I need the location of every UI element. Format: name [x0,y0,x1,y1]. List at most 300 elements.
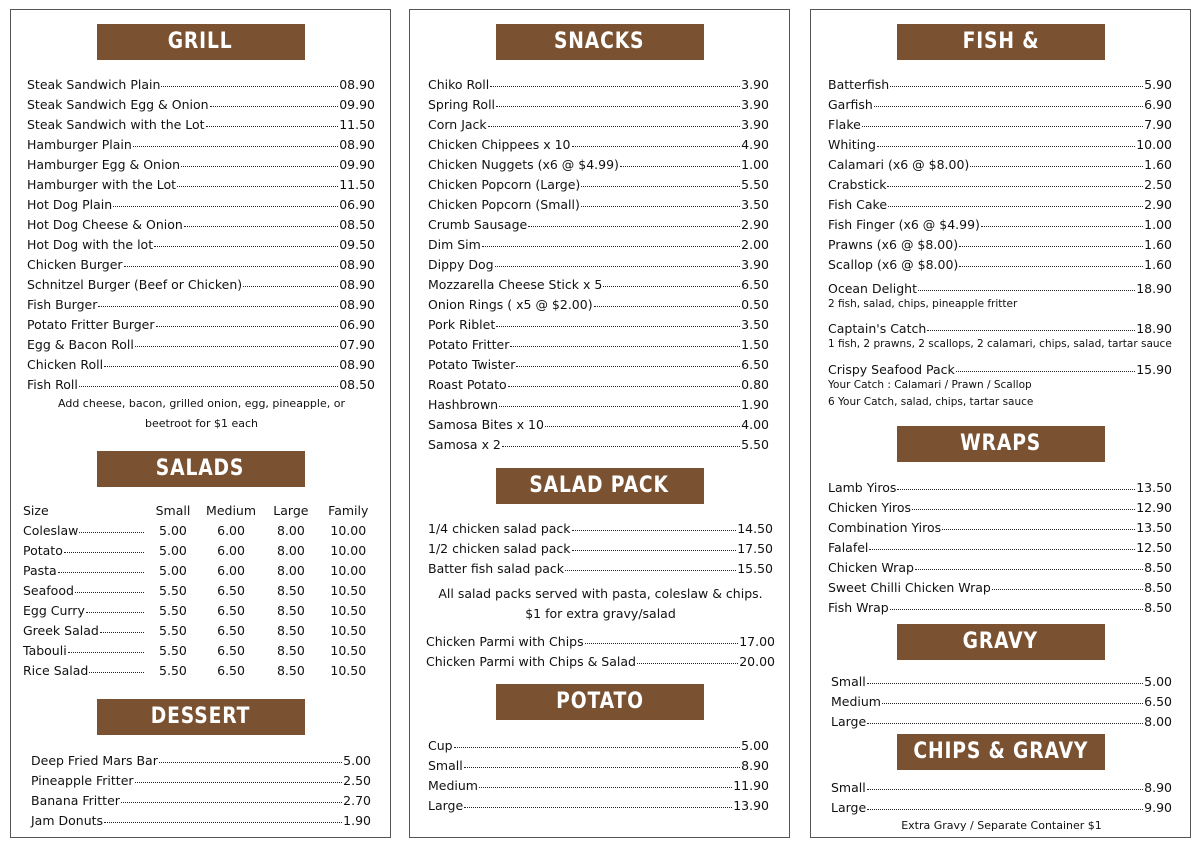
section-header-wraps: WRAPS [897,426,1105,462]
menu-item [828,152,1172,172]
salad-price-large: 8.50 [276,582,305,598]
item-price: 4.00 [741,417,769,432]
salads-col-small: Small [155,502,191,518]
item-price: 15.90 [1136,362,1172,377]
dot-leader [572,550,737,551]
salad-price-family: 10.50 [330,582,367,598]
item-name: Corn Jack [428,117,487,132]
menu-item [428,72,769,92]
item-price: 5.50 [741,177,769,192]
dot-leader [912,509,1135,510]
combo-packs [828,276,1172,411]
item-price: 6.50 [741,357,769,372]
menu-item [27,72,375,92]
section-header-salad-pack: SALAD PACK [496,468,704,504]
panel-middle [409,9,790,838]
menu-item [27,172,375,192]
item-price: 5.00 [741,738,769,753]
captains-catch-desc: 1 fish, 2 prawns, 2 scallops, 2 calamari, chips, salad, tartar sauce [828,338,1172,350]
item-price: 2.90 [741,217,769,232]
item-price: 8.90 [1144,780,1172,795]
item-price: 08.90 [339,137,375,152]
menu-item [428,556,773,576]
item-price: 5.00 [343,753,371,768]
item-name: Potato Fritter Burger [27,317,155,332]
dot-leader [970,166,1143,167]
section-header-chips-gravy: CHIPS & GRAVY [897,734,1105,770]
salad-name: Coleslaw [23,522,79,538]
menu-item [27,292,375,312]
item-name: Chicken Parmi with Chips & Salad [426,654,636,669]
item-price: 5.90 [1144,77,1172,92]
dot-leader [867,809,1143,810]
salad-price-large: 8.50 [276,662,305,678]
dot-leader [942,529,1135,530]
item-name: Pineapple Fritter [31,773,134,788]
dot-leader [888,206,1143,207]
salad-name-cell [23,540,150,560]
item-name: Hamburger with the Lot [27,177,177,192]
dot-leader [528,226,740,227]
item-name: Hamburger Egg & Onion [27,157,181,172]
salad-price-small: 5.00 [159,542,187,558]
salad-price-large: 8.50 [276,602,305,618]
item-price: 18.90 [1136,281,1172,296]
dot-leader [133,146,338,147]
salad-price-large: 8.00 [276,542,305,558]
menu-item [27,212,375,232]
menu-item [426,629,775,649]
salads-row [23,580,381,600]
item-price: 8.50 [1144,580,1172,595]
menu-item [831,795,1172,815]
item-name: Chiko Roll [428,77,490,92]
salad-price-family: 10.50 [330,622,367,638]
item-price: 08.90 [339,277,375,292]
salad-name: Pasta [23,562,57,578]
item-name: Falafel [828,540,869,555]
salad-price-small: 5.50 [159,622,187,638]
item-price: 09.50 [339,237,375,252]
salad-price-family: 10.50 [330,602,367,618]
salad-price-family: 10.00 [330,562,367,578]
item-name: Steak Sandwich with the Lot [27,117,205,132]
item-name: Large [831,714,867,729]
dot-leader [113,206,338,207]
dot-leader [58,572,144,573]
menu-item [27,232,375,252]
menu-item [428,172,769,192]
item-name: Dim Sim [428,237,481,252]
crispy-pack-desc-1: Your Catch : Calamari / Prawn / Scallop [828,379,1032,391]
item-name: Egg & Bacon Roll [27,337,134,352]
item-price: 08.90 [339,297,375,312]
salad-name-cell [23,600,150,620]
menu-item [426,649,775,669]
dot-leader [897,489,1135,490]
menu-item [27,92,375,112]
menu-item [428,372,769,392]
chips-gravy-note: Extra Gravy / Separate Container $1 [901,819,1102,832]
menu-item [428,793,769,813]
salads-row [23,520,381,540]
dot-leader [135,782,343,783]
menu-item [31,768,371,788]
potato-wedges-list [428,733,769,813]
menu-item [27,312,375,332]
menu-item [828,112,1172,132]
item-name: Roast Potato [428,377,507,392]
salad-price-small: 5.50 [159,602,187,618]
item-name: Fish Wrap [828,600,889,615]
item-name: Whiting [828,137,876,152]
salad-price-small: 5.00 [159,562,187,578]
salad-name: Egg Curry [23,602,85,618]
salad-price-family: 10.00 [330,542,367,558]
item-name: Hamburger Plain [27,137,132,152]
item-price: 14.50 [737,521,773,536]
item-name: Ocean Delight [828,281,917,296]
item-price: 11.90 [733,778,769,793]
item-price: 6.50 [741,277,769,292]
salad-price-large: 8.00 [276,562,305,578]
panel-left [10,9,391,838]
section-header-dessert: DESSERT [97,699,305,735]
menu-item [27,132,375,152]
dot-leader [867,789,1143,790]
item-name: 1/4 chicken salad pack [428,521,571,536]
item-price: 17.00 [739,634,775,649]
section-header-fish-seafood: FISH & SEAFOOD [897,24,1105,60]
item-price: 8.90 [741,758,769,773]
item-name: Chicken Parmi with Chips [426,634,584,649]
item-name: Medium [428,778,478,793]
dot-leader [502,446,740,447]
snacks-list [428,72,769,452]
dot-leader [565,570,736,571]
item-price: 11.50 [339,117,375,132]
item-name: Hot Dog Plain [27,197,113,212]
item-name: Dippy Dog [428,257,494,272]
salad-price-family: 10.00 [330,522,367,538]
item-price: 2.00 [741,237,769,252]
dot-leader [98,306,338,307]
item-price: 1.00 [741,157,769,172]
salad-price-medium: 6.50 [217,582,245,598]
menu-item [828,232,1172,252]
item-price: 5.00 [1144,674,1172,689]
item-price: 08.50 [339,217,375,232]
dot-leader [100,632,144,633]
item-name: Samosa x 2 [428,437,501,452]
item-name: Small [428,758,463,773]
menu-item [831,775,1172,795]
dot-leader [243,286,338,287]
salad-price-medium: 6.50 [217,602,245,618]
menu-item [31,788,371,808]
dot-leader [496,106,740,107]
item-name: Fish Roll [27,377,78,392]
item-name: Flake [828,117,861,132]
menu-item [27,252,375,272]
menu-item [27,332,375,352]
crispy-pack-desc-2: 6 Your Catch, salad, chips, tartar sauce [828,396,1034,408]
section-header-grill: GRILL [97,24,305,60]
menu-item [428,312,769,332]
dot-leader [603,286,740,287]
menu-item [828,575,1172,595]
dot-leader [156,326,339,327]
salads-col-large: Large [273,502,309,518]
dot-leader [104,366,338,367]
menu-item [27,272,375,292]
item-name: Chicken Chippees x 10 [428,137,571,152]
item-name: Captain's Catch [828,321,927,336]
item-name: Small [831,780,866,795]
item-name: Scallop (x6 @ $8.00) [828,257,959,272]
item-price: 06.90 [339,197,375,212]
item-name: Banana Fritter [31,793,120,808]
dot-leader [915,569,1143,570]
menu-item [428,332,769,352]
item-price: 1.90 [343,813,371,828]
item-name: Schnitzel Burger (Beef or Chicken) [27,277,243,292]
item-name: Jam Donuts [31,813,104,828]
dessert-list [31,748,371,828]
dot-leader [867,683,1143,684]
item-name: Chicken Yiros [828,500,912,515]
item-name: Lamb Yiros [828,480,897,495]
menu-item-ocean-delight [828,276,1172,296]
menu-item [828,72,1172,92]
dot-leader [585,643,739,644]
salad-name: Rice Salad [23,662,89,678]
dot-leader [496,326,740,327]
item-name: Crispy Seafood Pack [828,362,955,377]
menu-item [828,475,1172,495]
ocean-delight-desc: 2 fish, salad, chips, pineapple fritter [828,298,1018,310]
salad-pack-list [428,516,773,576]
dot-leader [89,672,144,673]
salad-name-cell [23,640,150,660]
item-name: Onion Rings ( x5 @ $2.00) [428,297,593,312]
dot-leader [104,822,342,823]
dot-leader [79,386,338,387]
salad-price-large: 8.00 [276,522,305,538]
item-price: 06.90 [339,317,375,332]
item-price: 08.50 [339,377,375,392]
item-price: 5.50 [741,437,769,452]
dot-leader [177,186,338,187]
item-price: 18.90 [1136,321,1172,336]
item-name: Large [428,798,464,813]
dot-leader [516,366,740,367]
salad-price-medium: 6.50 [217,622,245,638]
item-name: Pork Riblet [428,317,496,332]
parmi-list [426,629,775,669]
dot-leader [862,126,1143,127]
salad-name-cell [23,660,150,680]
salad-name: Greek Salad [23,622,99,638]
menu-item [831,689,1172,709]
dot-leader [490,86,740,87]
dot-leader [572,530,737,531]
dot-leader [181,166,338,167]
menu-item [428,232,769,252]
menu-item [828,515,1172,535]
item-name: Crabstick [828,177,887,192]
dot-leader [206,126,339,127]
item-name: Chicken Popcorn (Large) [428,177,581,192]
item-name: Small [831,674,866,689]
dot-leader [874,106,1143,107]
salad-price-small: 5.00 [159,522,187,538]
item-price: 1.60 [1144,157,1172,172]
menu-item [828,595,1172,615]
item-name: Batterfish [828,77,890,92]
menu-item [428,132,769,152]
salads-col-medium: Medium [206,502,257,518]
dot-leader [75,592,144,593]
dot-leader [867,723,1143,724]
item-name: Hot Dog with the lot [27,237,154,252]
item-price: 3.90 [741,117,769,132]
menu-item [828,92,1172,112]
menu-item [27,372,375,392]
item-price: 13.50 [1136,520,1172,535]
item-price: 2.70 [343,793,371,808]
item-name: Potato Twister [428,357,516,372]
dot-leader [68,652,144,653]
dot-leader [121,802,342,803]
fish-seafood-list [828,72,1172,272]
item-price: 2.90 [1144,197,1172,212]
item-price: 11.50 [339,177,375,192]
salad-price-medium: 6.00 [217,542,245,558]
item-name: 1/2 chicken salad pack [428,541,571,556]
item-price: 1.60 [1144,237,1172,252]
menu-item [428,92,769,112]
item-name: Hot Dog Cheese & Onion [27,217,183,232]
menu-item [828,555,1172,575]
section-header-snacks: SNACKS [496,24,704,60]
dot-leader [594,306,741,307]
menu-item [428,753,769,773]
dot-leader [161,86,338,87]
item-price: 4.90 [741,137,769,152]
item-price: 08.90 [339,77,375,92]
item-name: Prawns (x6 @ $8.00) [828,237,959,252]
dot-leader [184,226,338,227]
dot-leader [992,589,1143,590]
menu-item [31,808,371,828]
item-price: 0.50 [741,297,769,312]
item-price: 1.00 [1144,217,1172,232]
salad-name-cell [23,560,150,580]
item-price: 2.50 [1144,177,1172,192]
menu-item [27,152,375,172]
salad-price-small: 5.50 [159,642,187,658]
salad-price-medium: 6.50 [217,662,245,678]
item-price: 2.50 [343,773,371,788]
salads-col-size: Size [23,502,49,518]
dot-leader [210,106,339,107]
panel-right [810,9,1191,838]
item-name: Steak Sandwich Plain [27,77,161,92]
salad-name: Seafood [23,582,74,598]
item-price: 3.50 [741,197,769,212]
dot-leader [159,762,342,763]
menu-item [428,412,769,432]
dot-leader [495,266,741,267]
item-name: Mozzarella Cheese Stick x 5 [428,277,603,292]
dot-leader [454,747,741,748]
salads-header-row [23,500,381,520]
menu-item [428,432,769,452]
dot-leader [981,226,1143,227]
menu-item [27,352,375,372]
dot-leader [959,266,1143,267]
item-name: Chicken Wrap [828,560,914,575]
salad-price-small: 5.50 [159,582,187,598]
item-price: 13.50 [1136,480,1172,495]
menu-item [828,252,1172,272]
dot-leader [479,787,732,788]
item-name: Chicken Roll [27,357,104,372]
menu-item [428,212,769,232]
menu-item [428,516,773,536]
item-price: 10.00 [1136,137,1172,152]
menu-item [27,192,375,212]
item-name: Calamari (x6 @ $8.00) [828,157,970,172]
dot-leader [464,767,740,768]
salad-name-cell [23,520,150,540]
menu-item [428,292,769,312]
salads-row [23,540,381,560]
item-name: Deep Fried Mars Bar [31,753,158,768]
item-price: 08.90 [339,357,375,372]
menu-item [828,535,1172,555]
item-price: 20.00 [739,654,775,669]
salad-price-medium: 6.00 [217,522,245,538]
dot-leader [890,609,1143,610]
dot-leader [581,186,740,187]
dot-leader [488,126,741,127]
salad-name-cell [23,580,150,600]
salad-name: Potato [23,542,63,558]
dot-leader [79,532,144,533]
salads-table [23,500,381,680]
menu-item [27,112,375,132]
dot-leader [154,246,338,247]
dot-leader [890,86,1143,87]
menu-item-captains-catch [828,316,1172,336]
item-price: 8.50 [1144,560,1172,575]
grill-list [27,72,375,392]
item-name: Samosa Bites x 10 [428,417,544,432]
item-price: 1.90 [741,397,769,412]
dot-leader [499,406,740,407]
salads-row [23,620,381,640]
item-price: 12.50 [1136,540,1172,555]
item-price: 0.80 [741,377,769,392]
salads-col-family: Family [328,502,369,518]
item-price: 3.90 [741,77,769,92]
salad-price-family: 10.50 [330,642,367,658]
item-price: 1.50 [741,337,769,352]
dot-leader [510,346,740,347]
wraps-list [828,475,1172,615]
